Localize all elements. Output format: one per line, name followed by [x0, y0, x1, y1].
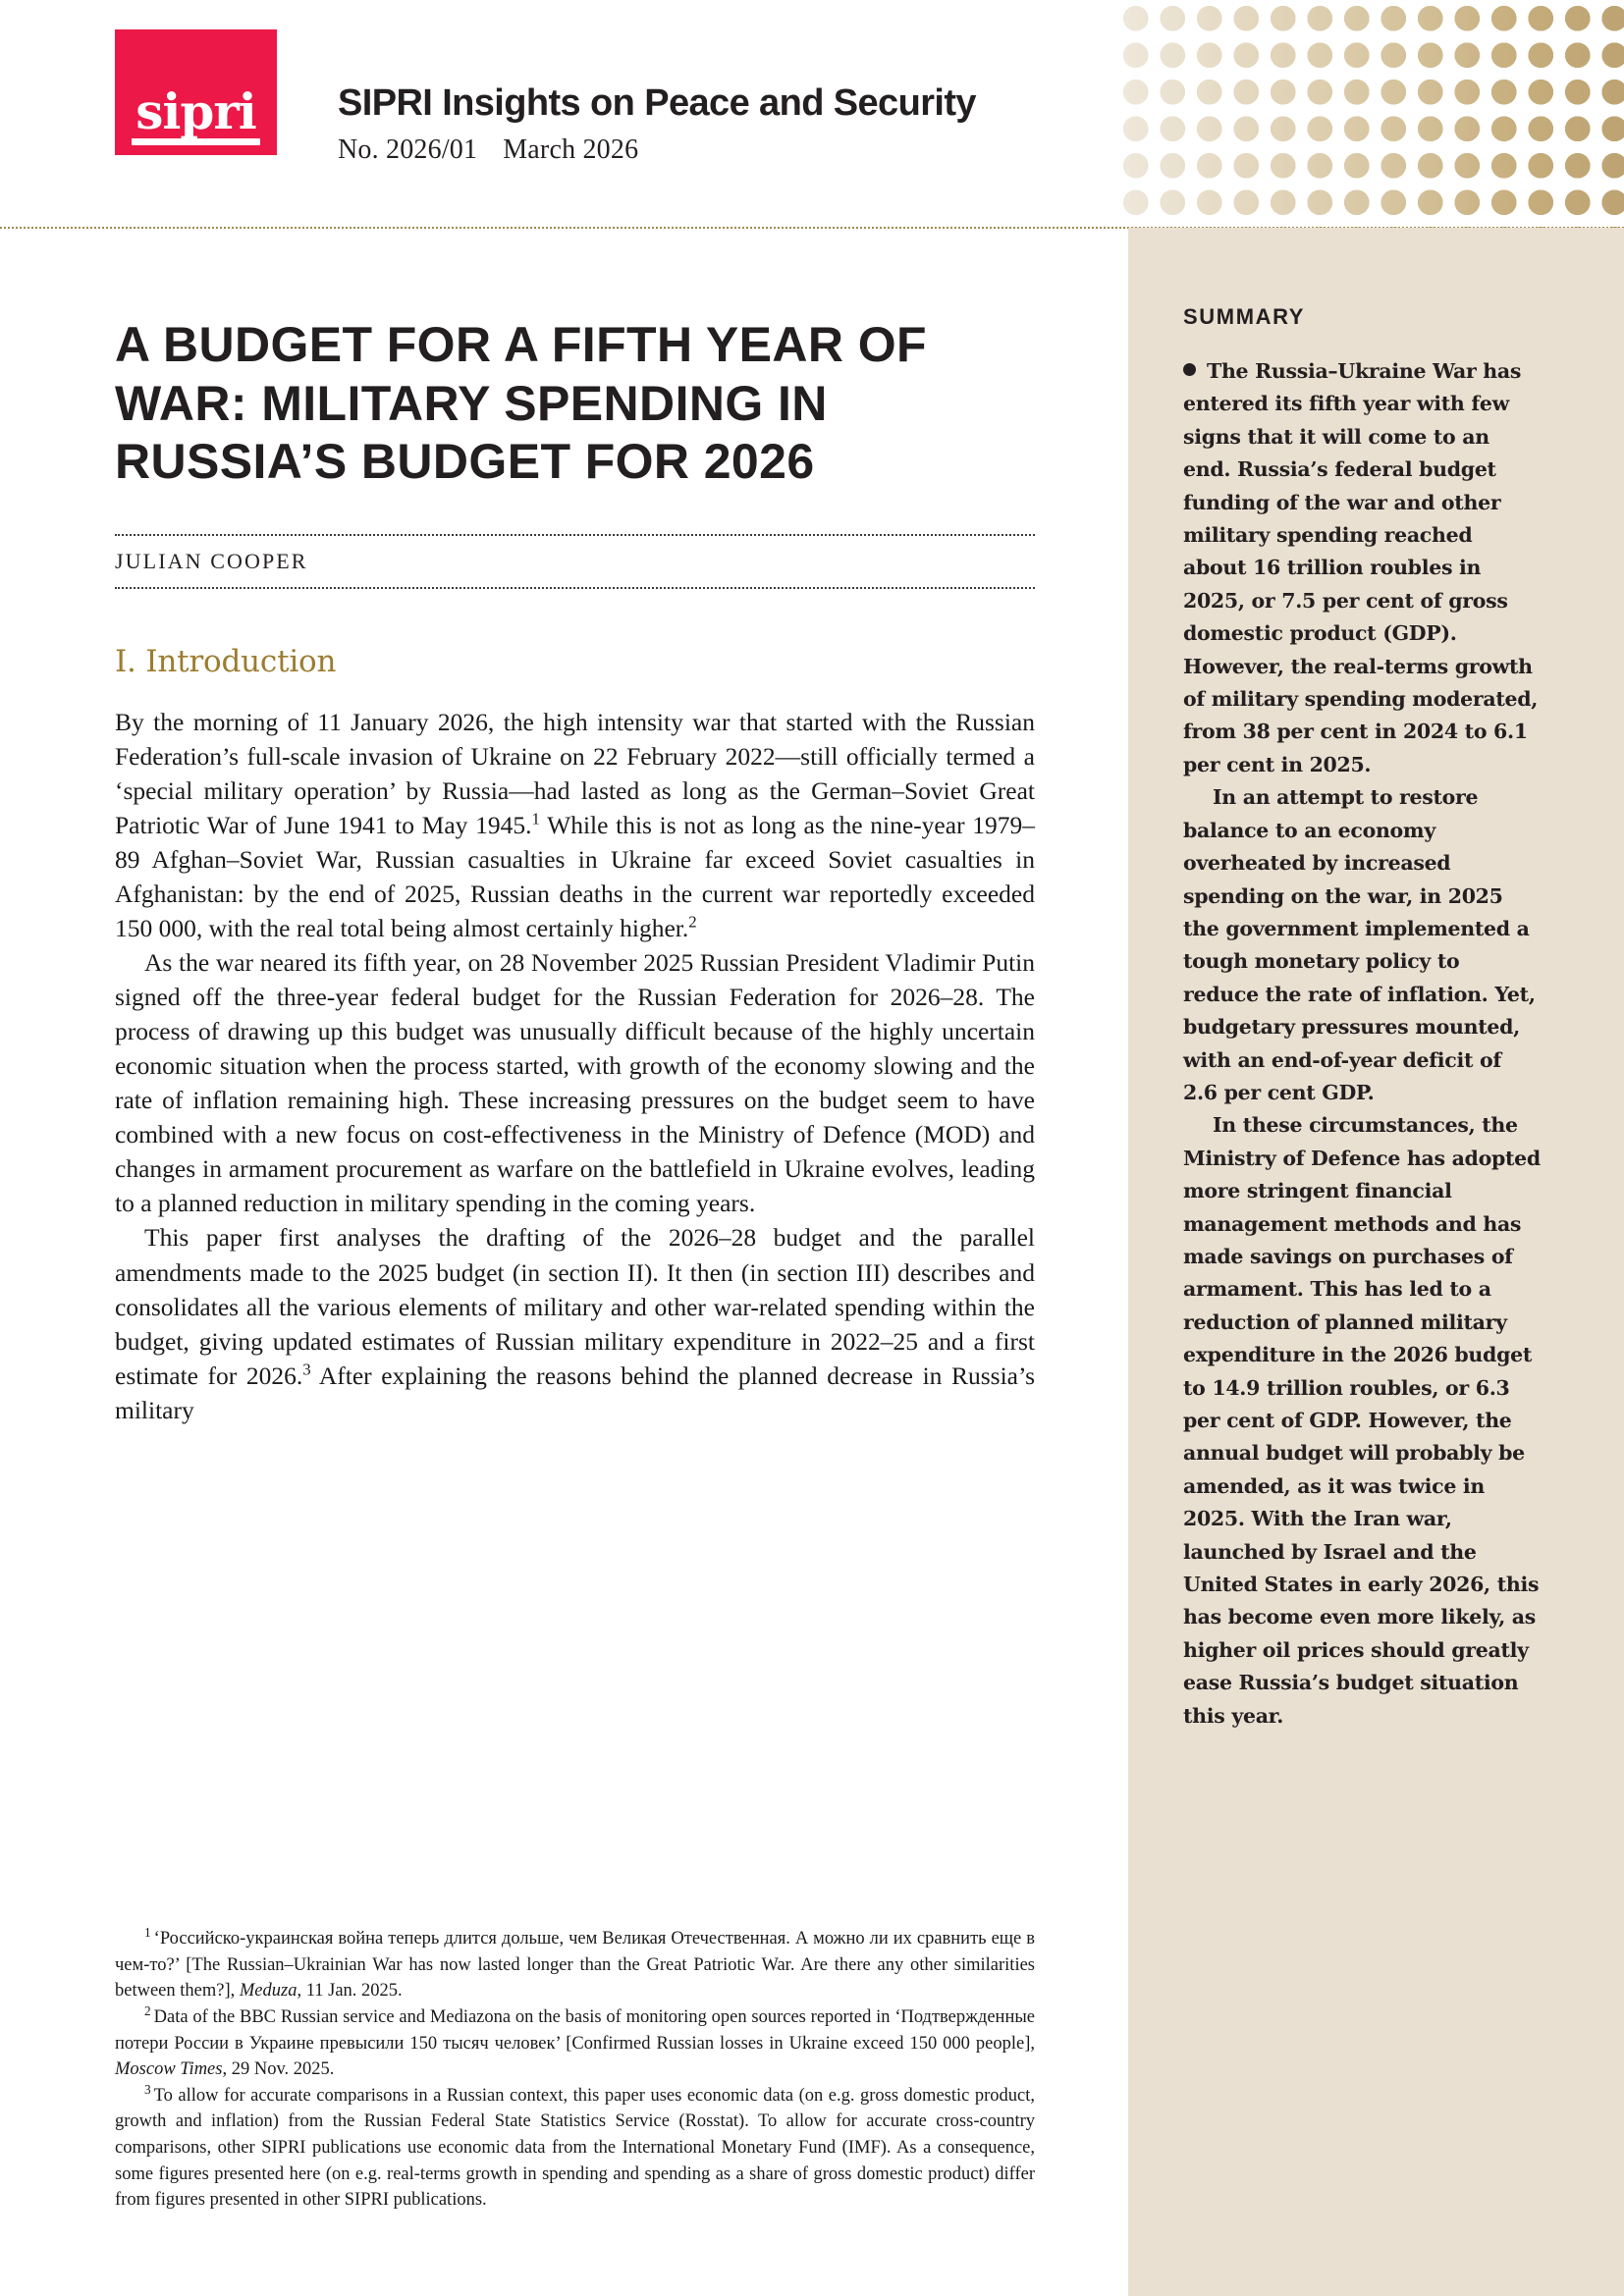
summary-paragraph-1-text: The Russia–Ukraine War has entered its fifth year with few signs that it will come to an end. Russia’s federal budget funding of the war and other military spending reached about 16 trillion roubles in 2025, or 7.5 per cent of gross domestic product (GDP). However, the real-terms growth of military spending moderated, from 38 per cent in 2024 to 6.1 per cent in 2025.	[1183, 359, 1539, 776]
issue-date: March 2026	[503, 134, 639, 165]
footnote-3	[115, 2083, 1035, 2214]
footnote-2	[115, 2004, 1035, 2083]
section-heading-introduction: I. Introduction	[115, 643, 337, 679]
page-title: A BUDGET FOR A FIFTH YEAR OF WAR: MILITARY SPENDING IN RUSSIA’S BUDGET FOR 2026	[115, 317, 927, 489]
body-paragraph-3-b: After explaining the reasons behind the planned decrease in Russia’s military	[115, 1361, 1035, 1424]
summary-paragraph-1	[1183, 355, 1542, 781]
footnote-2-source: Moscow Times	[115, 2059, 223, 2080]
decorative-dot-pattern	[1117, 0, 1624, 228]
body-paragraph-1-a: By the morning of 11 January 2026, the high intensity war that started with the Russian Federation’s full-scale invasion of Ukraine on 22 February 2022—still officially termed a ‘special military operation’ by Russia—had lasted as long as the German–Soviet Great Patriotic War of June 1941 to May 1945.	[115, 707, 1035, 839]
author-byline: JULIAN COOPER	[115, 548, 308, 573]
footnote-1-source: Meduza	[239, 1981, 298, 2002]
footnote-1-mark: 1	[144, 1924, 151, 1940]
summary-body	[1183, 355, 1542, 1733]
footnote-2-mark: 2	[144, 2002, 151, 2018]
footnote-ref-1[interactable]: 1	[531, 809, 540, 828]
sipri-logo[interactable]	[115, 29, 277, 155]
body-paragraph-1	[115, 705, 1035, 945]
summary-paragraph-3: In these circumstances, the Ministry of Defence has adopted more stringent financial management methods and has made savings on purchases of armament. This has led to a reduction of planned military expenditure in the 2026 budget to 14.9 trillion roubles, or 6.3 per cent of GDP. However, the annual budget will probably be amended, as it was twice in 2025. With the Iran war, launched by Israel and the United States in early 2026, this has become even more likely, as higher oil prices should greatly ease Russia’s budget situation this year.	[1183, 1113, 1541, 1728]
byline-rule-bottom	[115, 587, 1035, 589]
summary-sidebar	[1128, 228, 1624, 2296]
dot-grid	[1117, 0, 1624, 228]
bullet-icon	[1183, 363, 1196, 376]
body-paragraph-3-a: This paper first analyses the drafting of the 2026–28 budget and the parallel amendments made to the 2025 budget (in section II). It then (in section III) describes and consolidates all the various elements of military and other war-related spending within the budget, giving updated estimates of Russian military expenditure in 2022–25 and a first estimate for 2026.	[115, 1223, 1035, 1390]
article-body	[115, 705, 1035, 1427]
series-title: SIPRI Insights on Peace and Security	[338, 82, 976, 124]
body-paragraph-2: As the war neared its fifth year, on 28 November 2025 Russian President Vladimir Putin signed off the three-year federal budget for the Russian Federation for 2026–28. The process of drawing up this budget was unusually difficult because of the highly uncertain economic situation when the process started, with growth of the economy slowing and the rate of inflation remaining high. These increasing pressures on the budget seem to have combined with a new focus on cost-effectiveness in the Ministry of Defence (MOD) and changes in armament procurement as warfare on the battlefield in Ukraine evolves, leading to a planned reduction in military spending in the coming years.	[115, 947, 1035, 1218]
footnote-2-text-b: , 29 Nov. 2025.	[222, 2059, 335, 2080]
footnotes-block	[115, 1926, 1035, 2214]
footnote-2-text-a: Data of the BBC Russian service and Mediazona on the basis of monitoring open sources reported in ‘Подтвержденные потери России в Украине превысили 150 тысяч человек’ [Confirmed Russian losses in Ukraine exceed 150 000 people],	[115, 2006, 1035, 2054]
footnote-1-text-a: ‘Российско-украинская война теперь длится дольше, чем Великая Отечественная. А можно ли их сравнить еще в чем-то?’ [The Russian–Ukrainian War has now lasted longer than the Great Patriotic War. Are there any other similarities between them?],	[115, 1929, 1035, 2002]
body-paragraph-3	[115, 1220, 1035, 1426]
body-paragraph-1-b: While this is not as long as the nine-year 1979–89 Afghan–Soviet War, Russian casualties in Ukraine far exceed Soviet casualties in Afghanistan: by the end of 2025, Russian deaths in the current war reportedly exceeded 150 000, with the real total being almost certainly higher.	[115, 810, 1035, 942]
footnote-1-text-b: , 11 Jan. 2025.	[297, 1981, 403, 2002]
footnote-1	[115, 1926, 1035, 2004]
masthead-text-block	[338, 82, 976, 166]
issue-number: No. 2026/01	[338, 134, 478, 165]
summary-paragraph-2: In an attempt to restore balance to an economy overheated by increased spending on the war, in 2025 the government implemented a tough monetary policy to reduce the rate of inflation. Yet, budgetary pressures mounted, with an end-of-year deficit of 2.6 per cent GDP.	[1183, 785, 1536, 1104]
footnote-3-text-a: To allow for accurate comparisons in a Russian context, this paper uses economic data (on e.g. gross domestic product, growth and inflation) from the Russian Federal State Statistics Service (Rosstat). To allow for accurate cross-country comparisons, other SIPRI publications use economic data from the International Monetary Fund (IMF). As a consequence, some figures presented here (on e.g. real-terms growth in spending and spending as a share of gross domestic product) differ from figures presented in other SIPRI publications.	[115, 2085, 1035, 2211]
masthead	[0, 0, 1624, 228]
sipri-logo-wordmark: sipri	[132, 89, 259, 145]
footnote-ref-2[interactable]: 2	[688, 912, 697, 932]
footnote-3-mark: 3	[144, 2081, 151, 2097]
page-body	[0, 228, 1624, 2296]
summary-heading: SUMMARY	[1183, 304, 1306, 329]
footnote-ref-3[interactable]: 3	[302, 1360, 311, 1379]
issue-line	[338, 134, 976, 166]
